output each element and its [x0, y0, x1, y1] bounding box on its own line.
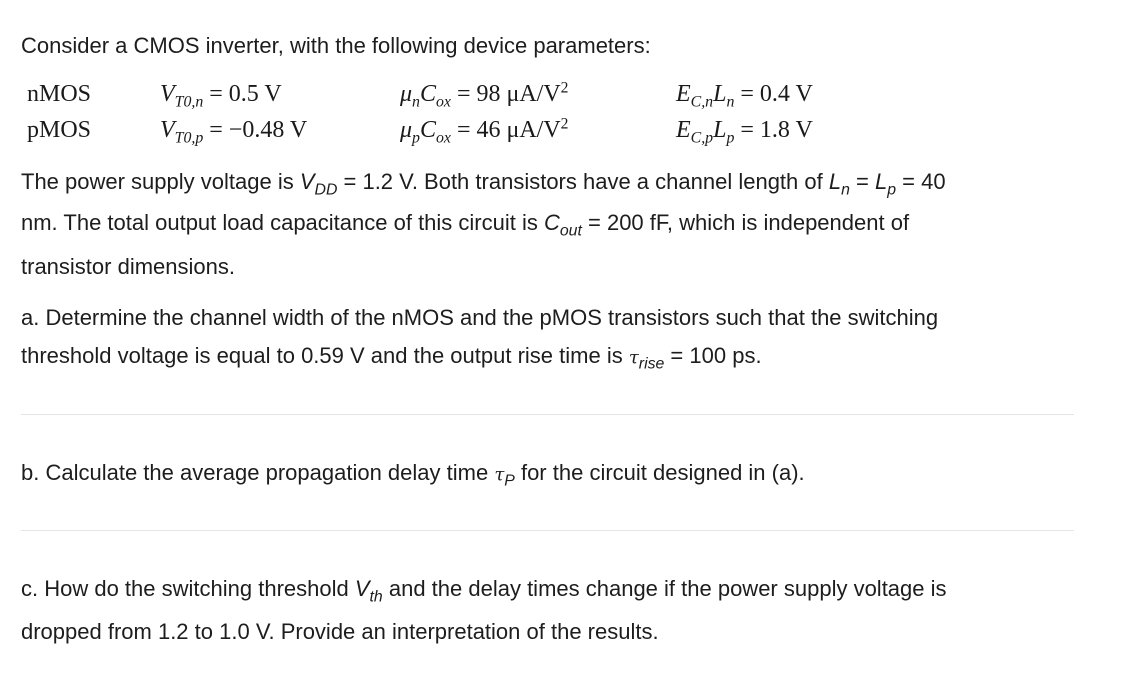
pmos-label: pMOS [27, 117, 92, 143]
divider-1 [21, 414, 1074, 415]
part-c-line-2: dropped from 1.2 to 1.0 V. Provide an interpretation of the results. [21, 619, 659, 644]
nmos-process-transconductance: $\mu_nC_{ox} = 98$ $\mu A/V^2$ [400, 79, 569, 111]
nmos-label: nMOS [27, 81, 92, 107]
intro-text: Consider a CMOS inverter, with the following device parameters: [21, 33, 651, 58]
question-part-b: b. Calculate the average propagation delay time $\tau_P$ for the circuit designed in (a). [21, 460, 805, 490]
part-a-line-1: a. Determine the channel width of the nMOS and the pMOS transistors such that the switching [21, 305, 939, 330]
nmos-critical-field: $E_{C,n}L_n = 0.4$ V [676, 81, 813, 111]
pmos-critical-field: $E_{C,p}L_p = 1.8$ V [676, 117, 813, 147]
nmos-threshold-voltage: $V_{T0,n} = 0.5$ V [160, 81, 282, 111]
divider-2 [21, 530, 1074, 531]
description-line-1: The power supply voltage is $V_{DD} = 1.2$ V. Both transistors have a channel length of $L_n = L_p = 40$ [21, 169, 946, 199]
pmos-threshold-voltage: $V_{T0,p} = -0.48$ V [160, 117, 308, 147]
description-line-3: transistor dimensions. [21, 254, 235, 279]
description-line-2: nm. The total output load capacitance of this circuit is $C_{out} = 200$ fF, which is independent of [21, 210, 910, 240]
part-a-line-2: threshold voltage is equal to 0.59 V and the output rise time is $\tau_{rise} = 100$ ps. [21, 343, 762, 373]
pmos-process-transconductance: $\mu_pC_{ox} = 46$ $\mu A/V^2$ [400, 115, 569, 147]
part-c-line-1: c. How do the switching threshold $V_{th}$ and the delay times change if the power supply voltage is [21, 576, 947, 606]
